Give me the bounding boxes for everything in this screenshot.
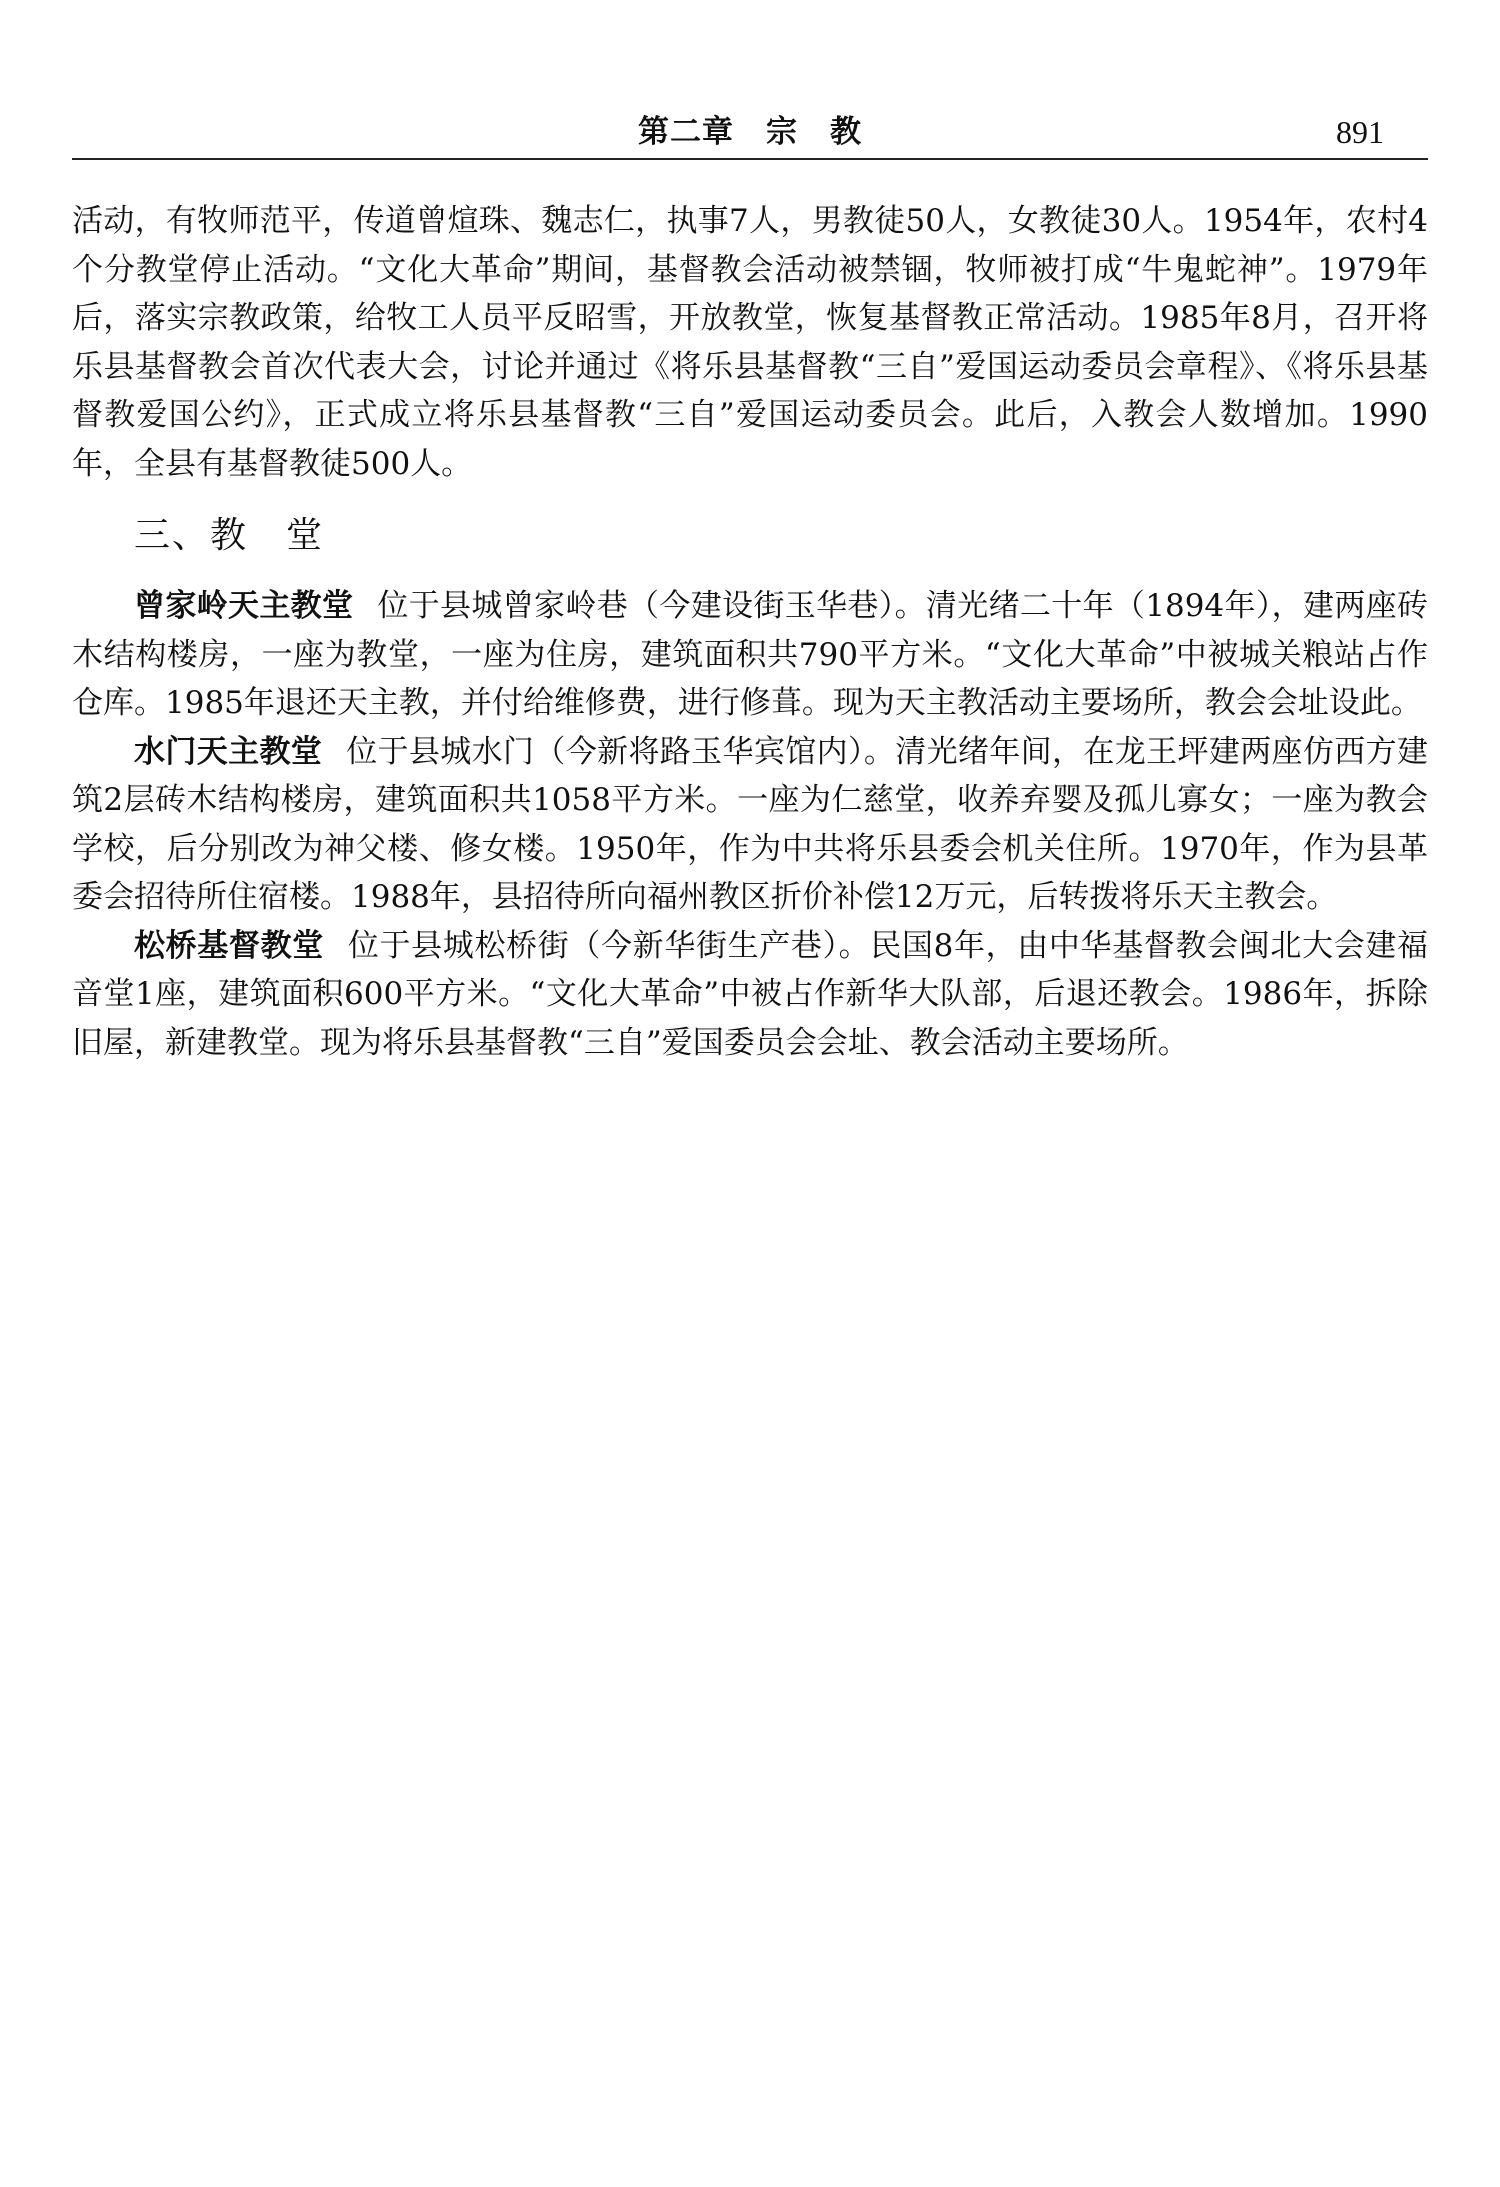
entry-paragraph — [72, 728, 1428, 922]
entry-text: 位于县城水门（今新将路玉华宾馆内）。清光绪年间，在龙王坪建两座仿西方建筑2层砖木结构楼房，建筑面积共1058平方米。一座为仁慈堂，收养弃婴及孤儿寡女；一座为教会学校，后分别改为神父楼、修女楼。1950年，作为中共将乐县委会机关住所。1970年，作为县革委会招待所住宿楼。1988年，县招待所向福州教区折价补偿12万元，后转拨将乐天主教会。 — [72, 733, 1429, 915]
entry-term: 曾家岭天主教堂 — [134, 588, 354, 624]
page-number: 891 — [1336, 114, 1384, 150]
body-text — [72, 197, 1428, 1067]
entry-paragraph — [72, 922, 1428, 1068]
entry-text: 位于县城松桥街（今新华街生产巷）。民国8年，由中华基督教会闽北大会建福音堂1座，建筑面积600平方米。“文化大革命”中被占作新华大队部，后退还教会。1986年，拆除旧屋，新建教堂。现为将乐县基督教“三自”爱国委员会会址、教会活动主要场所。 — [72, 927, 1428, 1061]
entry-term: 松桥基督教堂 — [134, 927, 324, 964]
entry-term: 水门天主教堂 — [134, 733, 323, 770]
section-heading: 三、教 堂 — [134, 515, 325, 556]
intro-paragraph: 活动，有牧师范平，传道曾煊珠、魏志仁，执事7人，男教徒50人，女教徒30人。1954年，农村4个分教堂停止活动。“文化大革命”期间，基督教会活动被禁锢，牧师被打成“牛鬼蛇神”。1979年后，落实宗教政策，给牧工人员平反昭雪，开放教堂，恢复基督教正常活动。1985年8月，召开将乐县基督教会首次代表大会，讨论并通过《将乐县基督教“三自”爱国运动委员会章程》、《将乐县基督教爱国公约》，正式成立将乐县基督教“三自”爱国运动委员会。此后，入教会人数增加。1990年，全县有基督教徒500人。 — [72, 203, 1428, 482]
entry-paragraph — [72, 582, 1428, 728]
chapter-title: 第二章 宗 教 — [638, 114, 862, 150]
running-header — [72, 112, 1428, 160]
entry-text: 位于县城曾家岭巷（今建设街玉华巷）。清光绪二十年（1894年），建两座砖木结构楼房，一座为教堂，一座为住房，建筑面积共790平方米。“文化大革命”中被城关粮站占作仓库。1985年退还天主教，并付给维修费，进行修葺。现为天主教活动主要场所，教会会址设此。 — [72, 588, 1429, 721]
